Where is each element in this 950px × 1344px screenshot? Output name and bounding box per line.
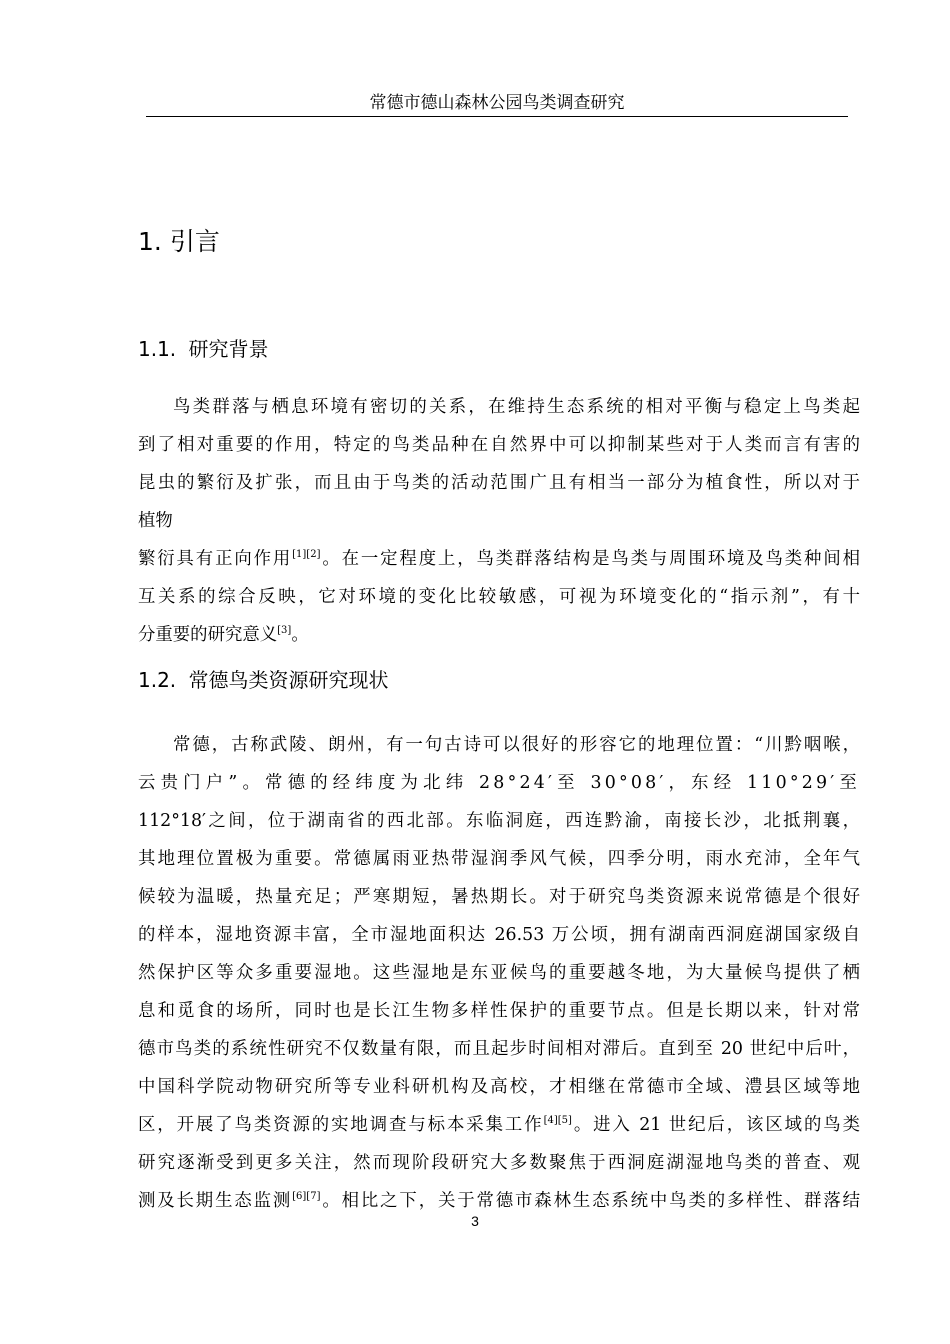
line-text: 测及长期生态监测 [138,1191,293,1211]
citation-6-7[interactable]: [6][7] [292,1191,321,1202]
line-text: 。进入 21 世纪后，该区域的鸟类 [571,1115,860,1135]
text-line: 常德，古称武陵、朗州，有一句古诗可以很好的形容它的地理位置：“川黔咽喉， [173,735,860,755]
section-title: 研究背景 [188,337,269,361]
line-text: 区，开展了鸟类资源的实地调查与标本采集工作 [138,1115,544,1135]
line-text: 。在一定程度上，鸟类群落结构是鸟类与周围环境及鸟类种间相 [320,549,860,569]
running-header: 常德市德山森林公园鸟类调查研究 [369,93,625,113]
section-title: 常德鸟类资源研究现状 [188,668,389,692]
page-number: 3 [471,1213,479,1229]
text-line: 候较为温暖，热量充足；严寒期短，暑热期长。对于研究鸟类资源来说常德是个很好 [138,887,860,907]
section-heading-1-1 [138,336,269,362]
section-heading-1-2 [138,667,389,693]
text-line: 植物 [138,511,173,531]
text-line: 昆虫的繁衍及扩张，而且由于鸟类的活动范围广且有相当一部分为植食性，所以对于 [138,473,860,493]
line-text: 繁衍具有正向作用 [138,549,293,569]
text-line: 然保护区等众多重要湿地。这些湿地是东亚候鸟的重要越冬地，为大量候鸟提供了栖 [138,963,860,983]
citation-3[interactable]: [3] [277,625,292,636]
text-line: 德市鸟类的系统性研究不仅数量有限，而且起步时间相对滞后。直到至 20 世纪中后叶， [138,1039,860,1059]
line-text: 。 [291,625,309,645]
header-rule [146,116,848,117]
text-line: 云贵门户”。常德的经纬度为北纬 28°24′至 30°08′，东经 110°29′至 [138,773,860,793]
text-line: 互关系的综合反映，它对环境的变化比较敏感，可视为环境变化的“指示剂”，有十 [138,587,860,607]
text-line: 112°18′之间，位于湖南省的西北部。东临洞庭，西连黔渝，南接长沙，北抵荆襄， [138,811,860,831]
section-number: 1.1. [138,337,177,361]
citation-1-2[interactable]: [1][2] [292,549,321,560]
citation-4-5[interactable]: [4][5] [543,1115,572,1126]
line-text: 分重要的研究意义 [138,625,278,645]
chapter-number: 1. [138,227,162,256]
text-line: 研究逐渐受到更多关注，然而现阶段研究大多数聚焦于西洞庭湖湿地鸟类的普查、观 [138,1153,860,1173]
text-line: 其地理位置极为重要。常德属雨亚热带湿润季风气候，四季分明，雨水充沛，全年气 [138,849,860,869]
section-1-1-paragraph [138,388,860,654]
chapter-heading [138,226,220,258]
line-text: 。相比之下，关于常德市森林生态系统中鸟类的多样性、群落结 [320,1191,860,1211]
section-number: 1.2. [138,668,177,692]
chapter-title: 引言 [169,227,220,256]
text-line: 息和觅食的场所，同时也是长江生物多样性保护的重要节点。但是长期以来，针对常 [138,1001,860,1021]
text-line [138,616,860,654]
section-1-2-paragraph [138,726,860,1220]
text-line [138,540,860,578]
text-line: 的样本，湿地资源丰富，全市湿地面积达 26.53 万公顷，拥有湖南西洞庭湖国家级自 [138,925,860,945]
text-line: 中国科学院动物研究所等专业科研机构及高校，才相继在常德市全域、澧县区域等地 [138,1077,860,1097]
text-line [138,1106,860,1144]
text-line: 到了相对重要的作用，特定的鸟类品种在自然界中可以抑制某些对于人类而言有害的 [138,435,860,455]
text-line: 鸟类群落与栖息环境有密切的关系，在维持生态系统的相对平衡与稳定上鸟类起 [173,397,860,417]
